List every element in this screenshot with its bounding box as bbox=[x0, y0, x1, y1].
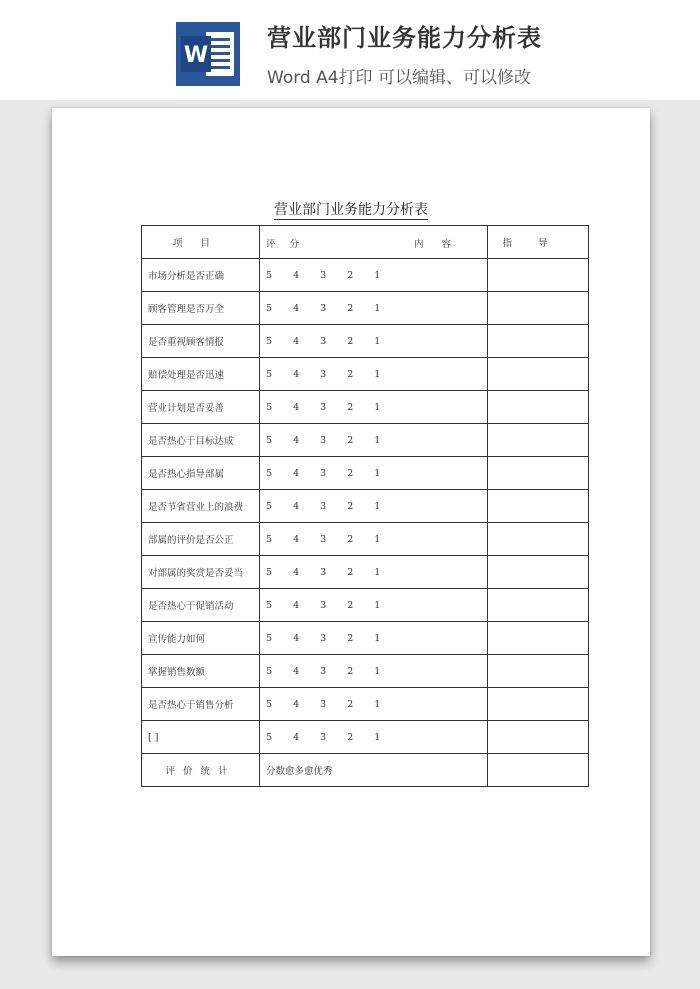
row-scores[interactable]: 5 4 3 2 1 bbox=[260, 358, 488, 391]
table-row bbox=[142, 457, 589, 490]
row-scores[interactable]: 5 4 3 2 1 bbox=[260, 688, 488, 721]
header-content: 内容 bbox=[413, 239, 469, 250]
header-score-content bbox=[260, 226, 488, 259]
header-guide: 指导 bbox=[488, 226, 589, 259]
summary-row bbox=[142, 754, 589, 787]
summary-text: 分数愈多愈优秀 bbox=[260, 754, 488, 787]
document-page bbox=[52, 108, 650, 956]
table-row bbox=[142, 325, 589, 358]
row-guide-cell[interactable] bbox=[488, 622, 589, 655]
row-item: [ ] bbox=[142, 721, 260, 754]
page-title: 营业部门业务能力分析表 bbox=[267, 24, 542, 52]
row-scores[interactable]: 5 4 3 2 1 bbox=[260, 292, 488, 325]
page-subtitle: Word A4打印 可以编辑、可以修改 bbox=[267, 68, 531, 88]
table-row bbox=[142, 622, 589, 655]
header-score: 评分 bbox=[266, 239, 314, 250]
row-item: 顾客管理是否万全 bbox=[142, 292, 260, 325]
row-item: 营业计划是否妥善 bbox=[142, 391, 260, 424]
table-row bbox=[142, 424, 589, 457]
row-guide-cell[interactable] bbox=[488, 358, 589, 391]
table-header-row bbox=[142, 226, 589, 259]
row-item: 是否热心于目标达成 bbox=[142, 424, 260, 457]
row-scores[interactable]: 5 4 3 2 1 bbox=[260, 457, 488, 490]
summary-guide-cell[interactable] bbox=[488, 754, 589, 787]
row-item: 是否重视顾客情报 bbox=[142, 325, 260, 358]
row-guide-cell[interactable] bbox=[488, 292, 589, 325]
table-row bbox=[142, 523, 589, 556]
row-scores[interactable]: 5 4 3 2 1 bbox=[260, 325, 488, 358]
row-scores[interactable]: 5 4 3 2 1 bbox=[260, 424, 488, 457]
row-item: 部属的评价是否公正 bbox=[142, 523, 260, 556]
row-item: 市场分析是否正确 bbox=[142, 259, 260, 292]
table-row bbox=[142, 655, 589, 688]
analysis-table bbox=[141, 225, 589, 787]
row-scores[interactable]: 5 4 3 2 1 bbox=[260, 556, 488, 589]
row-scores[interactable]: 5 4 3 2 1 bbox=[260, 721, 488, 754]
row-guide-cell[interactable] bbox=[488, 523, 589, 556]
row-item: 对部属的奖赏是否妥当 bbox=[142, 556, 260, 589]
header-banner bbox=[0, 0, 700, 100]
row-scores[interactable]: 5 4 3 2 1 bbox=[260, 622, 488, 655]
row-guide-cell[interactable] bbox=[488, 457, 589, 490]
table-row bbox=[142, 721, 589, 754]
table-row bbox=[142, 292, 589, 325]
word-icon-letter: W bbox=[183, 43, 209, 68]
row-item: 掌握销售数额 bbox=[142, 655, 260, 688]
table-row bbox=[142, 589, 589, 622]
row-scores[interactable]: 5 4 3 2 1 bbox=[260, 523, 488, 556]
table-row bbox=[142, 490, 589, 523]
row-guide-cell[interactable] bbox=[488, 721, 589, 754]
row-guide-cell[interactable] bbox=[488, 424, 589, 457]
row-guide-cell[interactable] bbox=[488, 259, 589, 292]
table-row bbox=[142, 688, 589, 721]
row-guide-cell[interactable] bbox=[488, 655, 589, 688]
row-item: 宣传能力如何 bbox=[142, 622, 260, 655]
row-guide-cell[interactable] bbox=[488, 556, 589, 589]
row-guide-cell[interactable] bbox=[488, 688, 589, 721]
summary-label: 评价统计 bbox=[142, 754, 260, 787]
table-row bbox=[142, 358, 589, 391]
row-scores[interactable]: 5 4 3 2 1 bbox=[260, 259, 488, 292]
row-scores[interactable]: 5 4 3 2 1 bbox=[260, 589, 488, 622]
row-guide-cell[interactable] bbox=[488, 589, 589, 622]
row-item: 是否热心于销售分析 bbox=[142, 688, 260, 721]
table-row bbox=[142, 391, 589, 424]
document-title-text: 营业部门业务能力分析表 bbox=[274, 202, 428, 218]
table-row bbox=[142, 556, 589, 589]
row-guide-cell[interactable] bbox=[488, 391, 589, 424]
row-guide-cell[interactable] bbox=[488, 325, 589, 358]
row-item: 是否热心指导部属 bbox=[142, 457, 260, 490]
row-scores[interactable]: 5 4 3 2 1 bbox=[260, 655, 488, 688]
row-guide-cell[interactable] bbox=[488, 490, 589, 523]
row-scores[interactable]: 5 4 3 2 1 bbox=[260, 490, 488, 523]
document-title bbox=[52, 199, 650, 219]
table-row bbox=[142, 259, 589, 292]
header-item: 项目 bbox=[142, 226, 260, 259]
row-item: 是否热心于促销活动 bbox=[142, 589, 260, 622]
row-scores[interactable]: 5 4 3 2 1 bbox=[260, 391, 488, 424]
word-document-icon bbox=[176, 22, 240, 86]
row-item: 赔偿处理是否迅速 bbox=[142, 358, 260, 391]
row-item: 是否节省营业上的浪费 bbox=[142, 490, 260, 523]
